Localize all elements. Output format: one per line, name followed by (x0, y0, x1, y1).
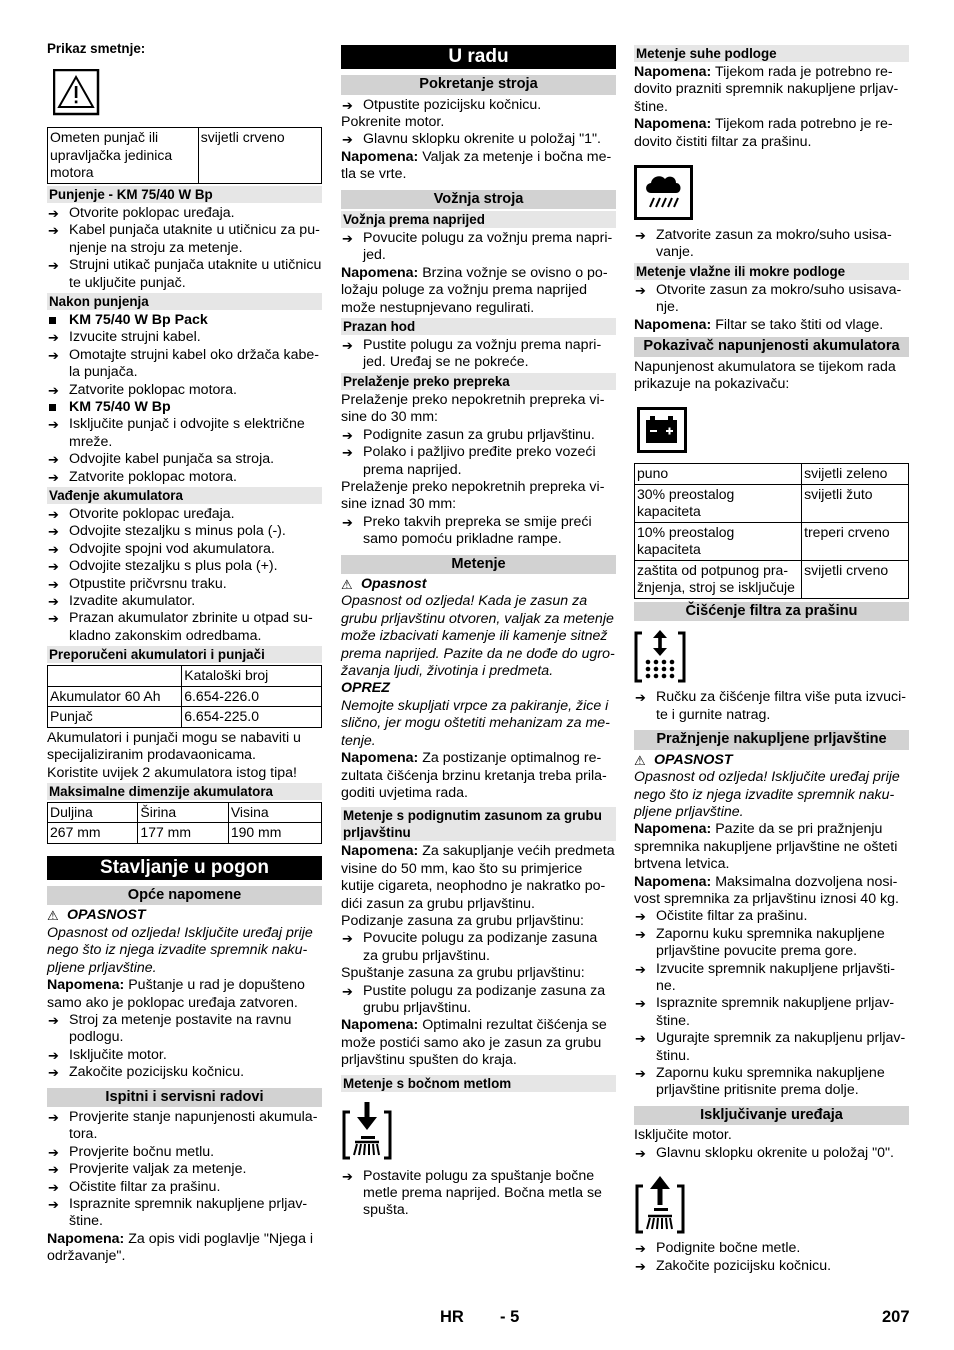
dry-sweep-heading: Metenje suhe podloge (634, 45, 909, 62)
list-item: ➔ Zapornu kuku spremnika nakupljene prljavštine pritisnite prema dolje. (634, 1065, 909, 1100)
fault-table (47, 127, 322, 184)
list-item: ➔ Isključite motor. (47, 1047, 322, 1064)
list-item: ➔ Ugurajte spremnik za nakupljenu prljavštinu. (634, 1030, 909, 1065)
obstacle-heading: Prelaženje preko prepreka (341, 373, 616, 390)
side-broom-raise-icon (634, 1174, 690, 1236)
list-item: ➔ Ispraznite spremnik nakupljene prljavštine. (47, 1196, 322, 1231)
parts-note-type: Koristite uvijek 2 akumulatora istog tipa! (47, 764, 297, 781)
list-item: ➔ Pustite polugu za podizanje zasuna za grubu prljavštinu. (341, 983, 616, 1018)
drive-heading: Vožnja stroja (341, 190, 616, 210)
list-item: ➔ Glavnu sklopku okrenite u položaj "0". (634, 1145, 909, 1162)
operation-title: U radu (341, 45, 616, 69)
after-charging-heading: Nakon punjenja (47, 293, 322, 310)
empty-hopper-heading: Pražnjenje nakupljene prljavštine (634, 730, 909, 750)
list-item: ➔ Omotajte strujni kabel oko držača kabela punjača. (47, 347, 322, 382)
battery-removal-heading: Vađenje akumulatora (47, 487, 322, 504)
list-item: ➔ Kabel punjača utaknite u utičnicu za punjenje na stroju za metenje. (47, 222, 322, 257)
list-item: ➔ Strujni utikač punjača utaknite u utičnicu te uključite punjač. (47, 257, 322, 292)
table-row: puno svijetli zeleno (635, 464, 909, 485)
list-item: ➔ Zapornu kuku spremnika nakupljene prljavštine povucite prema gore. (634, 926, 909, 961)
table-row: 10% preostalog kapaciteta treperi crveno (635, 522, 909, 560)
load-note: Napomena: Maksimalna dozvoljena nosivost spremnika za prljavštinu iznosi 40 kg. (634, 873, 899, 907)
model-label-pack: KM 75/40 W Bp Pack (47, 312, 322, 329)
wet-note: Napomena: Filtar se tako štiti od vlage. (634, 316, 884, 333)
list-item: ➔ Postavite polugu za spuštanje bočne metle prema naprijed. Bočna metla se spušta. (341, 1168, 616, 1220)
list-item: ➔ Zatvorite zasun za mokro/suho usisavanje. (634, 227, 909, 262)
recommended-heading: Preporučeni akumulatori i punjači (47, 646, 322, 663)
start-text: Pokrenite motor. (341, 113, 445, 130)
list-item: ➔ Stroj za metenje postavite na ravnu podlogu. (47, 1012, 322, 1047)
general-notes-heading: Opće napomene (47, 886, 322, 906)
list-item: ➔ Otpustite pričvrsnu traku. (47, 576, 322, 593)
danger-label: ⚠ OPASNOST (634, 752, 909, 769)
battery-status-table (634, 463, 909, 599)
empty-note: Napomena: Pazite da se pri pražnjenju spremnika nakupljene prljavštine ne ošteti brtvena letvica. (634, 821, 898, 873)
dimensions-table (47, 802, 322, 844)
raised-flap-heading: Metenje s podignutim zasunom za grubu prljavštinu (341, 807, 616, 841)
dry-filter-note: Napomena: Tijekom rada potrebno je redovito čistiti filtar za prašinu. (634, 116, 893, 150)
list-item: ➔ Zatvorite poklopac motora. (47, 382, 322, 399)
switch-off-text: Isključite motor. (634, 1127, 732, 1144)
startup-title: Stavljanje u pogon (47, 856, 322, 880)
list-item: ➔ Izvadite akumulator. (47, 593, 322, 610)
footer-page-number: 207 (882, 1308, 910, 1326)
column-left (47, 40, 322, 1266)
battery-indicator-heading: Pokazivač napunjenosti akumulatora (634, 337, 909, 357)
side-broom-lower-icon (341, 1100, 397, 1162)
list-item: ➔ Polako i pažljivo pređite preko vozeći prema naprijed. (341, 444, 616, 479)
table-row: zaštita od potpunog pražnjenja, stroj se isključuje svijetli crveno (635, 560, 909, 598)
idle-heading: Prazan hod (341, 318, 616, 335)
table-row: Punjač 6.654-225.0 (48, 707, 322, 728)
list-item: ➔ Pustite polugu za vožnju prema naprijed. Uređaj se ne pokreće. (341, 337, 616, 372)
list-item: ➔ Odvojite kabel punjača sa stroja. (47, 451, 322, 468)
raised-note: Napomena: Za sakupljanje većih predmeta visine do 50 mm, kao što su primjerice kutije cigareta, neophodno je nakratko podići zasun za grubu prljavštinu. (341, 843, 615, 912)
list-item: ➔ Otvorite poklopac uređaja. (47, 205, 322, 222)
sweep-heading: Metenje (341, 555, 616, 575)
list-item: ➔ Otvorite poklopac uređaja. (47, 506, 322, 523)
danger-label: ⚠ OPASNOST (47, 907, 322, 924)
battery-icon (637, 407, 691, 457)
raise-text: Podizanje zasuna za grubu prljavštinu: (341, 912, 584, 929)
list-item: ➔ Zakočite pozicijsku kočnicu. (634, 1258, 909, 1275)
fault-display-heading: Prikaz smetnje: (47, 41, 146, 56)
table-row: 267 mm 177 mm 190 mm (48, 823, 322, 844)
list-item: ➔ Provjerite bočnu metlu. (47, 1144, 322, 1161)
list-item: ➔ Ispraznite spremnik nakupljene prljavštine. (634, 995, 909, 1030)
danger-text: Opasnost od ozljeda! Kada je zasun za grubu prljavštinu otvoren, valjak za metenje može izbacivati kamenje ili kamenje sitnež prema naprijed. Pazite da ne dođe do ugrožavanja ljudi, životinja i predmeta. (341, 593, 615, 680)
switch-off-heading: Isključivanje uređaja (634, 1106, 909, 1126)
list-item: ➔ Glavnu sklopku okrenite u položaj "1". (341, 131, 616, 148)
column-middle (341, 40, 616, 1220)
list-item: ➔ Podignite bočne metle. (634, 1240, 909, 1257)
danger-text: Opasnost od ozljeda! Isključite uređaj prije nego što iz njega izvadite spremnik nakupljene prljavštine. (47, 924, 313, 976)
list-item: ➔ Odvojite stezaljku s minus pola (-). (47, 523, 322, 540)
parts-table (47, 665, 322, 728)
list-item: ➔ Povucite polugu za podizanje zasuna za grubu prljavštinu. (341, 930, 616, 965)
column-right (634, 40, 909, 1275)
table-row: 30% preostalog kapaciteta svijetli žuto (635, 484, 909, 522)
start-heading: Pokretanje stroja (341, 75, 616, 95)
charging-heading: Punjenje - KM 75/40 W Bp (47, 186, 322, 203)
rain-wet-icon (634, 165, 696, 223)
list-item: ➔ Provjerite stanje napunjenosti akumulatora. (47, 1109, 322, 1144)
list-item: ➔ Odvojite spojni vod akumulatora. (47, 541, 322, 558)
table-row: Kataloški broj (48, 666, 322, 687)
start-note: Napomena: Valjak za metenje i bočna metla se vrte. (341, 148, 612, 183)
tests-note: Napomena: Za opis vidi poglavlje "Njega i održavanje". (47, 1230, 314, 1265)
footer-local-page: - 5 (500, 1308, 520, 1326)
list-item: ➔ Otvorite zasun za mokro/suho usisavanje. (634, 282, 909, 317)
dimensions-heading: Maksimalne dimenzije akumulatora (47, 783, 322, 800)
dry-note: Napomena: Tijekom rada je potrebno redovito prazniti spremnik nakupljene prljavštine. (634, 64, 899, 115)
obstacle-text-high: Prelaženje preko nepokretnih prepreka visine iznad 30 mm: (341, 478, 605, 513)
side-broom-heading: Metenje s bočnom metlom (341, 1075, 616, 1092)
filter-cleaning-heading: Čišćenje filtra za prašinu (634, 602, 909, 622)
filter-shake-icon (634, 629, 690, 685)
list-item: ➔ Prazan akumulator zbrinite u otpad sukladno zakonskim odredbama. (47, 610, 322, 645)
list-item: ➔ Podignite zasun za grubu prljavštinu. (341, 427, 616, 444)
table-row: Duljina Širina Visina (48, 802, 322, 823)
list-item: ➔ Izvucite strujni kabel. (47, 329, 322, 346)
danger-text: Opasnost od ozljeda! Isključite uređaj prije nego što iz njega izvadite spremnik nakupljene prljavštine. (634, 769, 900, 820)
danger-label: ⚠ Opasnost (341, 576, 616, 593)
warning-icon (53, 69, 105, 121)
list-item: ➔ Isključite punjač i odvojite s električne mreže. (47, 416, 322, 451)
table-row: Akumulator 60 Ah 6.654-226.0 (48, 686, 322, 707)
list-item: ➔ Zakočite pozicijsku kočnicu. (47, 1064, 322, 1081)
list-item: ➔ Otpustite pozicijsku kočnicu. (341, 97, 616, 114)
table-row: Ometen punjač ili upravljačka jedinica motora svijetli crveno (48, 128, 322, 184)
list-item: ➔ Povucite polugu za vožnju prema naprijed. (341, 230, 616, 265)
wet-sweep-heading: Metenje vlažne ili mokre podloge (634, 263, 909, 280)
list-item: ➔ Ručku za čišćenje filtra više puta izvucite i gurnite natrag. (634, 689, 909, 724)
list-item: ➔ Preko takvih prepreka se smije preći samo pomoću prikladne rampe. (341, 514, 616, 549)
list-item: ➔ Očistite filtar za prašinu. (47, 1179, 322, 1196)
caution-label: OPREZ (341, 680, 390, 697)
list-item: ➔ Zatvorite poklopac motora. (47, 469, 322, 486)
list-item: ➔ Odvojite stezaljku s plus pola (+). (47, 558, 322, 575)
list-item: ➔ Provjerite valjak za metenje. (47, 1161, 322, 1178)
list-item: ➔ Očistite filtar za prašinu. (634, 908, 909, 925)
forward-note: Napomena: Brzina vožnje se ovisno o položaju poluge za vožnju prema naprijed može nestupnjevano regulirati. (341, 264, 608, 316)
footer-language: HR (440, 1308, 464, 1326)
battery-text: Napunjenost akumulatora se tijekom rada prikazuje na pokazivaču: (634, 358, 896, 392)
general-note: Napomena: Puštanje u rad je dopušteno samo ako je poklopac uređaja zatvoren. (47, 977, 305, 1011)
forward-heading: Vožnja prema naprijed (341, 211, 616, 228)
obstacle-text: Prelaženje preko nepokretnih prepreka visine do 30 mm: (341, 391, 605, 426)
parts-note: Akumulatori i punjači mogu se nabaviti u specijaliziranim prodavaonicama. (47, 729, 301, 764)
optimal-note: Napomena: Optimalni rezultat čišćenja se može postići samo ako je zasun za grubu prljavštinu spušten do kraja. (341, 1017, 607, 1069)
caution-text: Nemojte skupljati vrpce za pakiranje, žice i slično, jer mogu oštetiti mehanizam za metenje. (341, 697, 610, 749)
tests-heading: Ispitni i servisni radovi (47, 1088, 322, 1108)
list-item: ➔ Izvucite spremnik nakupljene prljavštine. (634, 961, 909, 996)
lower-text: Spuštanje zasuna za grubu prljavštinu: (341, 965, 585, 982)
model-label-bp: KM 75/40 W Bp (47, 399, 322, 416)
sweep-note: Napomena: Za postizanje optimalnog rezultata čišćenja brzinu kretanja treba prilagoditi uvjetima rada. (341, 750, 607, 801)
